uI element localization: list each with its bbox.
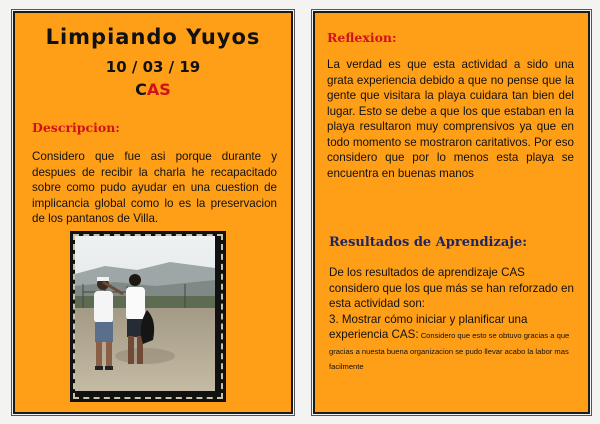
description-heading: Descripcion:	[32, 120, 120, 135]
cas-label	[15, 80, 291, 99]
cas-label-prefix: C	[135, 80, 147, 99]
cas-label-accent: AS	[146, 80, 171, 99]
results-intro: De los resultados de aprendizaje CAS considero que los que más se han reforzado en esta actividad son:	[329, 266, 574, 310]
beach-photo	[73, 234, 223, 399]
page-title: Limpiando Yuyos	[45, 25, 261, 49]
results-text	[329, 265, 577, 374]
reflection-text: La verdad es que esta actividad a sido una grata experiencia debido a que no pense que la gente que visitara la playa cuidara tan bien del lugar. Esto se debe a que los que estaban en la playa resultaron muy comprensivos ya que en todo momento se mostraron caritativos. Por eso considero que por lo menos esta playa se encuentra en buenas manos	[327, 58, 574, 180]
results-item: 3. Mostrar cómo iniciar y planificar una experiencia CAS:	[329, 312, 528, 341]
reflection-heading: Reflexion:	[327, 30, 397, 45]
description-text: Considero que fue asi porque durante y despues de recibir la charla he recapacitado sobre como pudo ayudar en una cuestion de implicancia global como lo es la preservacion de los pantanos de Villa.	[32, 150, 277, 225]
activity-date: 10 / 03 / 19	[105, 58, 201, 76]
results-heading: Resultados de Aprendizaje:	[329, 235, 528, 250]
right-panel	[313, 11, 590, 414]
left-panel	[13, 11, 293, 414]
activity-photo	[70, 231, 226, 402]
photo-illustration	[75, 236, 215, 391]
results-note: Considero que esto se obtuvo gracias a que gracias a nuesta buena organizacion se pudo llevar acabo la labor mas facilmente	[329, 331, 570, 371]
